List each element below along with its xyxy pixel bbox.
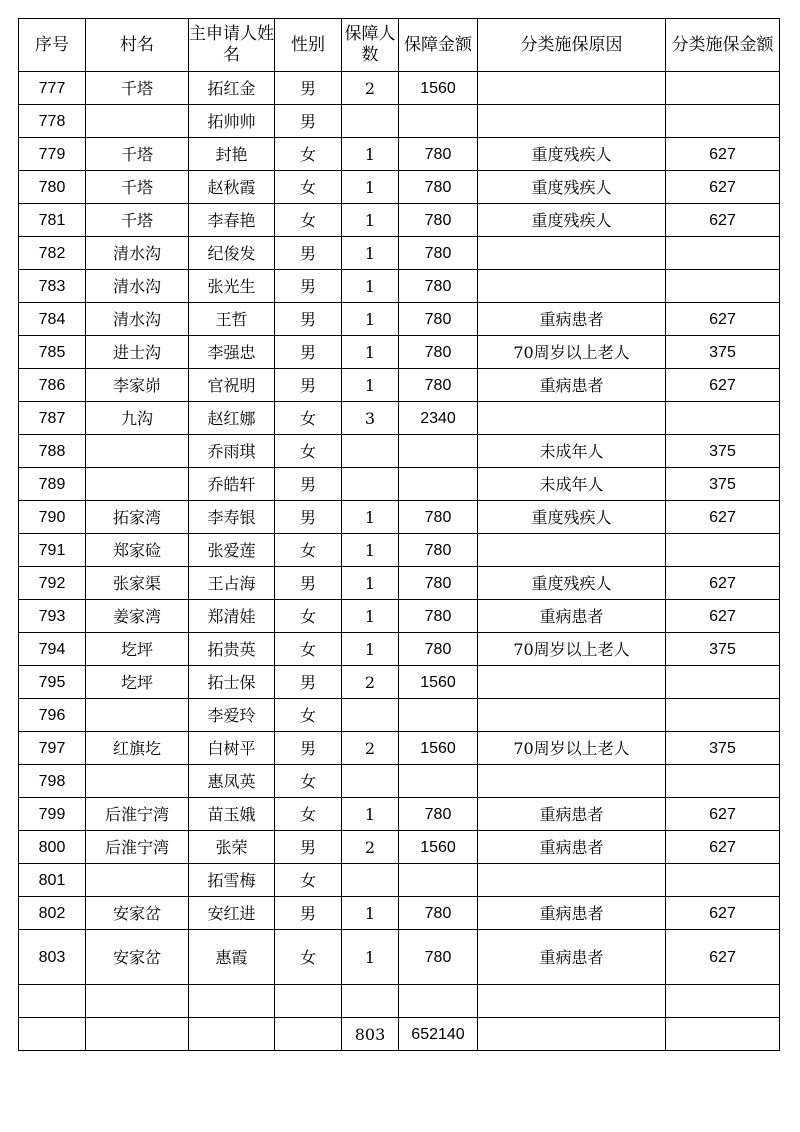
cell-class-amount: 627: [666, 171, 780, 204]
cell-class-amount: 375: [666, 732, 780, 765]
table-row: [19, 864, 780, 897]
cell-persons: [342, 765, 399, 798]
cell-persons: 1: [342, 567, 399, 600]
cell-amount: [399, 864, 478, 897]
cell-class-amount: [666, 237, 780, 270]
cell-persons: 1: [342, 600, 399, 633]
cell-reason: 重度残疾人: [478, 138, 666, 171]
cell-class-amount: 627: [666, 567, 780, 600]
cell-village: 千塔: [86, 171, 189, 204]
cell-index: 795: [19, 666, 86, 699]
cell-gender: 女: [275, 765, 342, 798]
cell-class-amount: [666, 534, 780, 567]
table-row: [19, 930, 780, 985]
cell-gender: 男: [275, 270, 342, 303]
cell-gender: 男: [275, 369, 342, 402]
table-row: [19, 765, 780, 798]
header-cell: 分类施保金额: [666, 19, 780, 72]
header-cell: 保障金额: [399, 19, 478, 72]
cell-applicant: 张光生: [189, 270, 275, 303]
cell-persons: 1: [342, 930, 399, 985]
cell-applicant: 官祝明: [189, 369, 275, 402]
cell-index: [19, 1018, 86, 1051]
cell-persons: 2: [342, 72, 399, 105]
cell-gender: 女: [275, 930, 342, 985]
table-row: [19, 600, 780, 633]
cell-village: 后淮宁湾: [86, 798, 189, 831]
cell-persons: 1: [342, 798, 399, 831]
cell-index: 798: [19, 765, 86, 798]
cell-persons: 1: [342, 270, 399, 303]
cell-reason: 重病患者: [478, 369, 666, 402]
cell-index: 783: [19, 270, 86, 303]
cell-reason: [478, 237, 666, 270]
assistance-table: [18, 18, 780, 1051]
cell-gender: 女: [275, 633, 342, 666]
table-row: [19, 1018, 780, 1051]
cell-amount: 652140: [399, 1018, 478, 1051]
cell-class-amount: [666, 105, 780, 138]
cell-class-amount: 375: [666, 435, 780, 468]
cell-gender: 男: [275, 303, 342, 336]
cell-reason: 重度残疾人: [478, 204, 666, 237]
cell-village: 张家渠: [86, 567, 189, 600]
table-row: [19, 567, 780, 600]
cell-index: [19, 985, 86, 1018]
cell-applicant: 封艳: [189, 138, 275, 171]
cell-applicant: 拓雪梅: [189, 864, 275, 897]
cell-index: 793: [19, 600, 86, 633]
cell-village: 姜家湾: [86, 600, 189, 633]
cell-reason: 重病患者: [478, 897, 666, 930]
cell-class-amount: 375: [666, 468, 780, 501]
cell-class-amount: [666, 666, 780, 699]
table-row: [19, 534, 780, 567]
cell-index: 800: [19, 831, 86, 864]
cell-amount: 780: [399, 501, 478, 534]
cell-amount: 780: [399, 303, 478, 336]
cell-village: 清水沟: [86, 270, 189, 303]
cell-persons: 1: [342, 204, 399, 237]
table-row: [19, 666, 780, 699]
cell-village: 后淮宁湾: [86, 831, 189, 864]
cell-index: 786: [19, 369, 86, 402]
cell-class-amount: [666, 402, 780, 435]
cell-amount: [399, 699, 478, 732]
cell-persons: 1: [342, 336, 399, 369]
cell-applicant: 苗玉娥: [189, 798, 275, 831]
header-cell: 性别: [275, 19, 342, 72]
cell-reason: [478, 72, 666, 105]
cell-amount: [399, 765, 478, 798]
header-row: [19, 19, 780, 72]
cell-reason: [478, 270, 666, 303]
cell-applicant: 李强忠: [189, 336, 275, 369]
cell-reason: 重病患者: [478, 600, 666, 633]
cell-amount: 780: [399, 171, 478, 204]
cell-index: 780: [19, 171, 86, 204]
cell-reason: 未成年人: [478, 468, 666, 501]
table-row: [19, 633, 780, 666]
cell-persons: 2: [342, 732, 399, 765]
cell-index: 792: [19, 567, 86, 600]
cell-applicant: 拓红金: [189, 72, 275, 105]
cell-amount: 780: [399, 138, 478, 171]
cell-applicant: 拓贵英: [189, 633, 275, 666]
cell-amount: 780: [399, 897, 478, 930]
cell-index: 777: [19, 72, 86, 105]
cell-class-amount: 627: [666, 303, 780, 336]
cell-reason: 未成年人: [478, 435, 666, 468]
cell-gender: [275, 985, 342, 1018]
cell-reason: 重度残疾人: [478, 567, 666, 600]
cell-persons: 1: [342, 633, 399, 666]
table-row: [19, 105, 780, 138]
cell-amount: 780: [399, 798, 478, 831]
cell-applicant: 惠霞: [189, 930, 275, 985]
cell-village: 安家岔: [86, 930, 189, 985]
cell-village: 九沟: [86, 402, 189, 435]
cell-village: 进士沟: [86, 336, 189, 369]
cell-gender: 男: [275, 666, 342, 699]
cell-applicant: 乔雨琪: [189, 435, 275, 468]
cell-gender: 男: [275, 105, 342, 138]
cell-index: 799: [19, 798, 86, 831]
cell-applicant: 李爱玲: [189, 699, 275, 732]
cell-applicant: 王哲: [189, 303, 275, 336]
cell-reason: 70周岁以上老人: [478, 336, 666, 369]
header-cell: 村名: [86, 19, 189, 72]
cell-gender: 男: [275, 468, 342, 501]
table-row: [19, 732, 780, 765]
cell-applicant: 王占海: [189, 567, 275, 600]
cell-gender: 女: [275, 798, 342, 831]
cell-gender: 女: [275, 402, 342, 435]
cell-reason: 70周岁以上老人: [478, 732, 666, 765]
cell-amount: 1560: [399, 732, 478, 765]
cell-persons: 1: [342, 138, 399, 171]
cell-village: 千塔: [86, 72, 189, 105]
cell-amount: [399, 105, 478, 138]
table-row: [19, 171, 780, 204]
cell-applicant: 安红进: [189, 897, 275, 930]
table-row: [19, 72, 780, 105]
cell-persons: [342, 105, 399, 138]
cell-amount: 780: [399, 270, 478, 303]
cell-gender: 女: [275, 435, 342, 468]
cell-village: 清水沟: [86, 303, 189, 336]
cell-applicant: [189, 985, 275, 1018]
header-cell: 序号: [19, 19, 86, 72]
cell-applicant: 郑清娃: [189, 600, 275, 633]
cell-gender: 女: [275, 138, 342, 171]
cell-index: 794: [19, 633, 86, 666]
table-row: [19, 237, 780, 270]
table-row: [19, 798, 780, 831]
cell-gender: 女: [275, 600, 342, 633]
table-row: [19, 831, 780, 864]
cell-class-amount: 627: [666, 930, 780, 985]
cell-persons: [342, 435, 399, 468]
cell-village: 李家峁: [86, 369, 189, 402]
cell-gender: 男: [275, 72, 342, 105]
cell-amount: 780: [399, 336, 478, 369]
cell-village: [86, 105, 189, 138]
cell-persons: 3: [342, 402, 399, 435]
cell-gender: 女: [275, 171, 342, 204]
cell-persons: 1: [342, 897, 399, 930]
cell-village: 红旗圪: [86, 732, 189, 765]
cell-gender: 男: [275, 501, 342, 534]
cell-persons: [342, 985, 399, 1018]
cell-reason: 重病患者: [478, 930, 666, 985]
cell-village: [86, 985, 189, 1018]
cell-gender: 男: [275, 732, 342, 765]
cell-persons: 1: [342, 171, 399, 204]
cell-gender: 男: [275, 237, 342, 270]
cell-class-amount: 627: [666, 831, 780, 864]
table-row: [19, 897, 780, 930]
cell-persons: [342, 699, 399, 732]
cell-applicant: 乔皓轩: [189, 468, 275, 501]
cell-index: 788: [19, 435, 86, 468]
cell-reason: [478, 864, 666, 897]
cell-index: 784: [19, 303, 86, 336]
cell-gender: 女: [275, 204, 342, 237]
cell-applicant: 白树平: [189, 732, 275, 765]
cell-amount: 1560: [399, 72, 478, 105]
cell-amount: 780: [399, 534, 478, 567]
cell-gender: 女: [275, 864, 342, 897]
cell-applicant: 拓帅帅: [189, 105, 275, 138]
cell-index: 778: [19, 105, 86, 138]
cell-reason: 重度残疾人: [478, 171, 666, 204]
cell-class-amount: 627: [666, 501, 780, 534]
header-cell: 主申请人姓名: [189, 19, 275, 72]
table-row: [19, 138, 780, 171]
cell-index: 785: [19, 336, 86, 369]
cell-persons: 1: [342, 369, 399, 402]
cell-class-amount: 627: [666, 897, 780, 930]
cell-village: 安家岔: [86, 897, 189, 930]
cell-persons: 2: [342, 666, 399, 699]
cell-village: 清水沟: [86, 237, 189, 270]
cell-persons: 1: [342, 237, 399, 270]
cell-village: 圪坪: [86, 633, 189, 666]
cell-index: 779: [19, 138, 86, 171]
cell-applicant: 李春艳: [189, 204, 275, 237]
cell-applicant: 赵秋霞: [189, 171, 275, 204]
cell-class-amount: 375: [666, 633, 780, 666]
cell-applicant: 李寿银: [189, 501, 275, 534]
cell-reason: [478, 699, 666, 732]
cell-gender: 男: [275, 567, 342, 600]
cell-amount: 1560: [399, 666, 478, 699]
cell-amount: [399, 435, 478, 468]
cell-index: 781: [19, 204, 86, 237]
cell-gender: 女: [275, 534, 342, 567]
cell-amount: 780: [399, 600, 478, 633]
cell-index: 796: [19, 699, 86, 732]
cell-reason: [478, 534, 666, 567]
cell-gender: 女: [275, 699, 342, 732]
cell-persons: [342, 864, 399, 897]
cell-amount: 780: [399, 633, 478, 666]
cell-reason: [478, 105, 666, 138]
cell-village: [86, 435, 189, 468]
cell-village: 千塔: [86, 204, 189, 237]
cell-class-amount: [666, 864, 780, 897]
cell-persons: 1: [342, 534, 399, 567]
cell-class-amount: 627: [666, 600, 780, 633]
cell-village: 圪坪: [86, 666, 189, 699]
cell-index: 790: [19, 501, 86, 534]
cell-amount: [399, 985, 478, 1018]
cell-gender: [275, 1018, 342, 1051]
cell-village: [86, 765, 189, 798]
cell-village: 郑家硷: [86, 534, 189, 567]
cell-index: 782: [19, 237, 86, 270]
cell-amount: 780: [399, 204, 478, 237]
table-row: [19, 985, 780, 1018]
cell-amount: 780: [399, 369, 478, 402]
table-row: [19, 303, 780, 336]
table-row: [19, 336, 780, 369]
cell-class-amount: 627: [666, 369, 780, 402]
cell-village: 千塔: [86, 138, 189, 171]
cell-class-amount: [666, 1018, 780, 1051]
cell-applicant: 张爱莲: [189, 534, 275, 567]
cell-applicant: [189, 1018, 275, 1051]
cell-applicant: 纪俊发: [189, 237, 275, 270]
cell-amount: 1560: [399, 831, 478, 864]
cell-persons: 2: [342, 831, 399, 864]
cell-index: 787: [19, 402, 86, 435]
table-row: [19, 501, 780, 534]
cell-reason: 重度残疾人: [478, 501, 666, 534]
cell-gender: 男: [275, 831, 342, 864]
cell-index: 791: [19, 534, 86, 567]
cell-class-amount: [666, 765, 780, 798]
cell-persons: 1: [342, 303, 399, 336]
cell-persons: 1: [342, 501, 399, 534]
cell-applicant: 张荣: [189, 831, 275, 864]
cell-reason: 70周岁以上老人: [478, 633, 666, 666]
cell-class-amount: 375: [666, 336, 780, 369]
cell-reason: 重病患者: [478, 831, 666, 864]
cell-village: [86, 1018, 189, 1051]
cell-persons: [342, 468, 399, 501]
cell-amount: 780: [399, 567, 478, 600]
header-cell: 保障人数: [342, 19, 399, 72]
cell-applicant: 赵红娜: [189, 402, 275, 435]
cell-index: 789: [19, 468, 86, 501]
cell-village: [86, 864, 189, 897]
table-row: [19, 204, 780, 237]
cell-reason: 重病患者: [478, 303, 666, 336]
cell-reason: 重病患者: [478, 798, 666, 831]
table-row: [19, 369, 780, 402]
cell-amount: 780: [399, 237, 478, 270]
cell-amount: [399, 468, 478, 501]
cell-amount: 780: [399, 930, 478, 985]
cell-index: 797: [19, 732, 86, 765]
cell-reason: [478, 1018, 666, 1051]
cell-class-amount: [666, 985, 780, 1018]
table-row: [19, 699, 780, 732]
cell-class-amount: [666, 699, 780, 732]
cell-reason: [478, 666, 666, 699]
cell-village: [86, 699, 189, 732]
cell-gender: 男: [275, 897, 342, 930]
cell-amount: 2340: [399, 402, 478, 435]
cell-class-amount: [666, 270, 780, 303]
cell-applicant: 拓士保: [189, 666, 275, 699]
table-row: [19, 402, 780, 435]
cell-class-amount: [666, 72, 780, 105]
cell-persons: 803: [342, 1018, 399, 1051]
table-row: [19, 270, 780, 303]
cell-index: 802: [19, 897, 86, 930]
cell-reason: [478, 402, 666, 435]
header-cell: 分类施保原因: [478, 19, 666, 72]
cell-reason: [478, 765, 666, 798]
cell-index: 803: [19, 930, 86, 985]
cell-class-amount: 627: [666, 798, 780, 831]
cell-gender: 男: [275, 336, 342, 369]
cell-village: 拓家湾: [86, 501, 189, 534]
cell-class-amount: 627: [666, 204, 780, 237]
cell-index: 801: [19, 864, 86, 897]
cell-reason: [478, 985, 666, 1018]
cell-applicant: 惠凤英: [189, 765, 275, 798]
cell-village: [86, 468, 189, 501]
cell-class-amount: 627: [666, 138, 780, 171]
table-row: [19, 435, 780, 468]
table-row: [19, 468, 780, 501]
